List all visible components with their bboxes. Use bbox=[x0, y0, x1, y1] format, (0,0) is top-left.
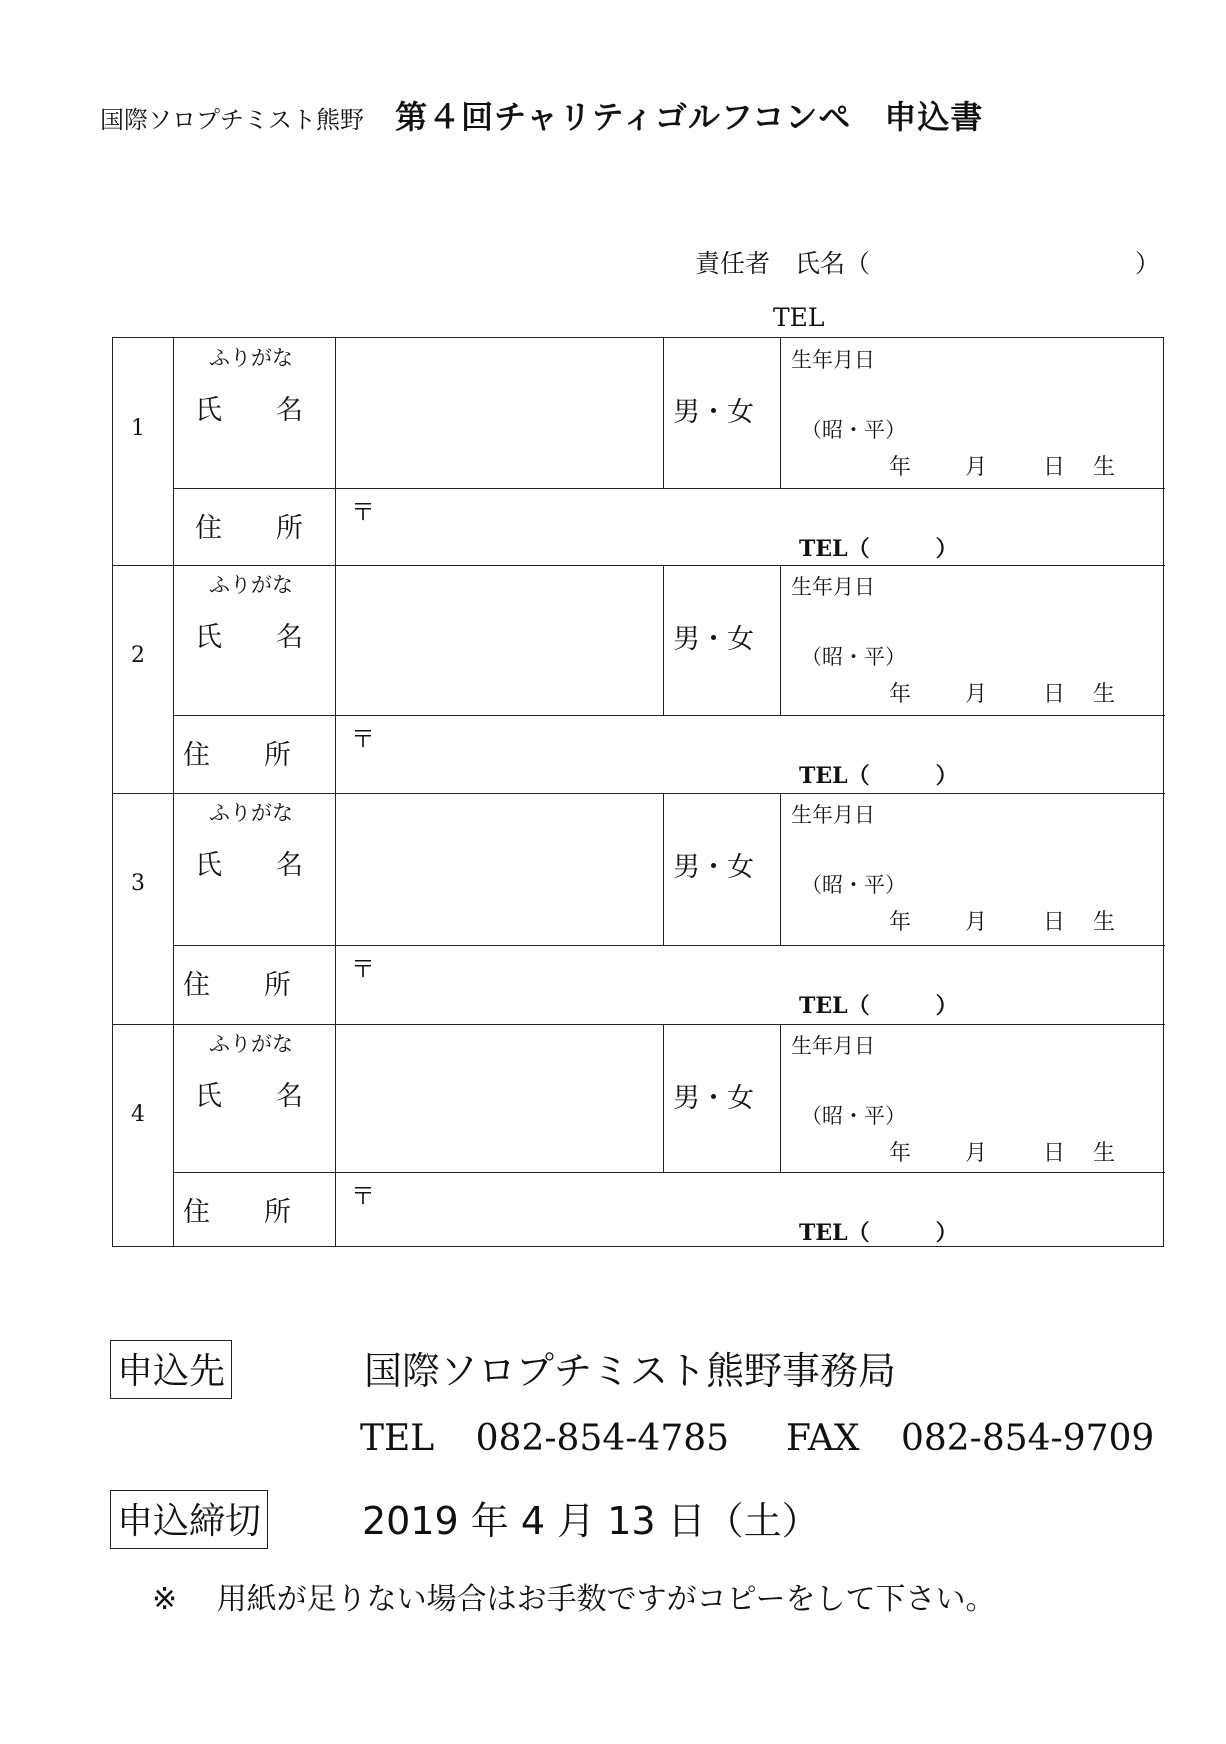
name-input[interactable] bbox=[339, 342, 659, 484]
era-choice[interactable]: （昭・平） bbox=[801, 873, 906, 897]
entry-2-bottom-line bbox=[113, 793, 1165, 794]
contact-fax-value: 082-854-9709 bbox=[900, 1418, 1155, 1459]
born-label: 生 bbox=[1093, 1141, 1116, 1166]
note-text: 用紙が足りない場合はお手数ですがコピーをして下さい。 bbox=[216, 1582, 996, 1617]
postal-mark: 〒 bbox=[351, 498, 375, 526]
contact-fax bbox=[786, 1418, 1154, 1459]
entry-4-name-bottom-line bbox=[173, 1172, 1165, 1173]
entry-number: 2 bbox=[131, 643, 145, 668]
label-column-divider bbox=[335, 338, 336, 1246]
year-label: 年 bbox=[889, 682, 912, 707]
entry-1-sex-divider bbox=[663, 338, 664, 488]
entry-3-name-bottom-line bbox=[173, 945, 1165, 946]
entry-3-bottom-line bbox=[113, 1024, 1165, 1025]
entry-2-name-bottom-line bbox=[173, 715, 1165, 716]
month-label: 月 bbox=[965, 455, 988, 480]
birthdate-label: 生年月日 bbox=[791, 575, 875, 599]
destination-label: 申込先 bbox=[110, 1340, 232, 1399]
destination-name: 国際ソロプチミスト熊野事務局 bbox=[364, 1349, 897, 1393]
born-label: 生 bbox=[1093, 682, 1116, 707]
entry-number: 4 bbox=[131, 1102, 145, 1127]
address-label: 住 所 bbox=[183, 1197, 291, 1228]
entry-3-sex-divider bbox=[663, 793, 664, 945]
address-input[interactable] bbox=[375, 719, 775, 787]
sex-choice[interactable]: 男・女 bbox=[673, 624, 754, 655]
name-input[interactable] bbox=[339, 1028, 659, 1168]
number-column-divider bbox=[173, 338, 174, 1246]
day-label: 日 bbox=[1043, 455, 1066, 480]
year-label: 年 bbox=[889, 1141, 912, 1166]
entry-1-bottom-line bbox=[113, 565, 1165, 566]
day-label: 日 bbox=[1043, 682, 1066, 707]
name-label: 氏 名 bbox=[195, 395, 303, 426]
name-input[interactable] bbox=[339, 569, 659, 711]
org-name: 国際ソロプチミスト熊野 bbox=[100, 106, 364, 134]
responsible-name-label: 責任者 氏名（ bbox=[695, 249, 871, 278]
address-label: 住 所 bbox=[183, 740, 291, 771]
name-label: 氏 名 bbox=[195, 850, 303, 881]
month-label: 月 bbox=[965, 682, 988, 707]
deadline-label: 申込締切 bbox=[110, 1490, 268, 1549]
sex-choice[interactable]: 男・女 bbox=[673, 1083, 754, 1114]
address-label: 住 所 bbox=[183, 970, 291, 1001]
address-input[interactable] bbox=[375, 492, 775, 559]
address-input[interactable] bbox=[375, 949, 775, 1018]
day-label: 日 bbox=[1043, 1141, 1066, 1166]
address-tel[interactable]: TEL（ ） bbox=[799, 536, 958, 562]
responsible-name-field bbox=[695, 244, 1161, 280]
born-label: 生 bbox=[1093, 455, 1116, 480]
month-label: 月 bbox=[965, 1141, 988, 1166]
postal-mark: 〒 bbox=[351, 955, 375, 983]
name-input[interactable] bbox=[339, 797, 659, 941]
entry-number: 3 bbox=[131, 871, 145, 896]
postal-mark: 〒 bbox=[351, 1182, 375, 1210]
deadline-value: 2019 年 4 月 13 日（土） bbox=[362, 1499, 820, 1543]
furigana-label: ふりがな bbox=[209, 1032, 293, 1056]
address-label: 住 所 bbox=[195, 513, 303, 544]
sex-choice[interactable]: 男・女 bbox=[673, 852, 754, 883]
furigana-label: ふりがな bbox=[209, 573, 293, 597]
contact-tel bbox=[360, 1418, 729, 1459]
birthdate-label: 生年月日 bbox=[791, 803, 875, 827]
responsible-name-close: ） bbox=[1135, 249, 1161, 278]
entry-1-dob-divider bbox=[780, 338, 781, 488]
day-label: 日 bbox=[1043, 910, 1066, 935]
born-label: 生 bbox=[1093, 910, 1116, 935]
note bbox=[152, 1574, 996, 1618]
name-label: 氏 名 bbox=[195, 622, 303, 653]
contact-tel-value: 082-854-4785 bbox=[475, 1418, 730, 1459]
birthdate-label: 生年月日 bbox=[791, 1034, 875, 1058]
contact-tel-label: TEL bbox=[360, 1418, 435, 1459]
entry-4-dob-divider bbox=[780, 1024, 781, 1172]
era-choice[interactable]: （昭・平） bbox=[801, 1104, 906, 1128]
address-input[interactable] bbox=[375, 1176, 775, 1243]
entry-2-sex-divider bbox=[663, 565, 664, 715]
address-tel[interactable]: TEL（ ） bbox=[799, 763, 958, 789]
month-label: 月 bbox=[965, 910, 988, 935]
entry-1-name-bottom-line bbox=[173, 488, 1165, 489]
name-label: 氏 名 bbox=[195, 1081, 303, 1112]
sex-choice[interactable]: 男・女 bbox=[673, 397, 754, 428]
entry-3-dob-divider bbox=[780, 793, 781, 945]
postal-mark: 〒 bbox=[351, 725, 375, 753]
era-choice[interactable]: （昭・平） bbox=[801, 645, 906, 669]
address-tel[interactable]: TEL（ ） bbox=[799, 993, 958, 1019]
event-title: 第４回チャリティゴルフコンペ 申込書 bbox=[395, 98, 984, 136]
year-label: 年 bbox=[889, 910, 912, 935]
era-choice[interactable]: （昭・平） bbox=[801, 418, 906, 442]
entry-form-table bbox=[112, 337, 1164, 1247]
entry-2-dob-divider bbox=[780, 565, 781, 715]
document-title bbox=[100, 92, 983, 138]
entry-number: 1 bbox=[131, 416, 145, 441]
furigana-label: ふりがな bbox=[209, 801, 293, 825]
address-tel[interactable]: TEL（ ） bbox=[799, 1220, 958, 1246]
furigana-label: ふりがな bbox=[209, 346, 293, 370]
responsible-tel-label: TEL bbox=[773, 303, 825, 332]
entry-4-sex-divider bbox=[663, 1024, 664, 1172]
year-label: 年 bbox=[889, 455, 912, 480]
birthdate-label: 生年月日 bbox=[791, 348, 875, 372]
note-mark: ※ bbox=[152, 1582, 178, 1617]
contact-fax-label: FAX bbox=[786, 1418, 860, 1459]
